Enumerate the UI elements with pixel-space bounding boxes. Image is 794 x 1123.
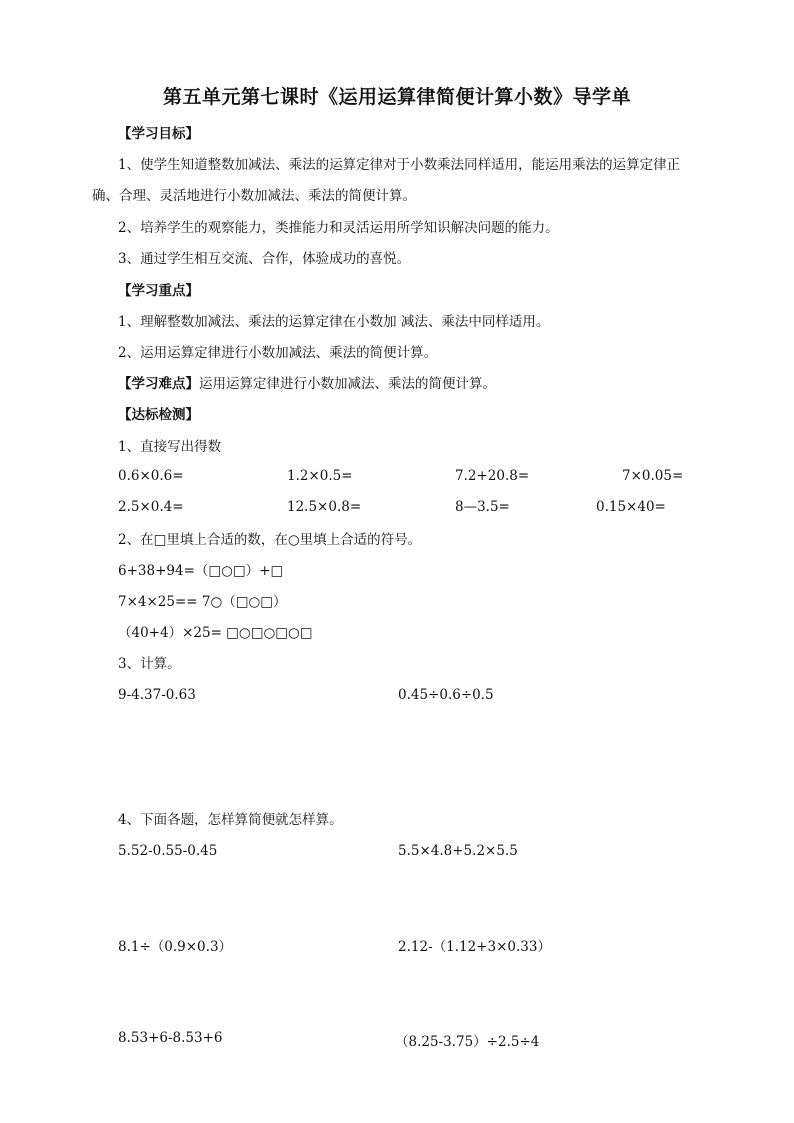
q2-label: 2、在□里填上合适的数，在○里填上合适的符号。 [118,532,422,548]
goal-item-1: 1、使学生知道整数加减法、乘法的运算定律对于小数乘法同样适用，能运用乘法的运算定律正确、合理、灵活地进行小数加减法、乘法的简便计算。 [92,157,681,204]
goal-item-2: 2、培养学生的观察能力，类推能力和灵活运用所学知识解决问题的能力。 [118,220,559,236]
q1-item: 12.5×0.8= [287,499,362,515]
q2-line-3: （40+4）×25= □○□○□○□ [118,625,313,641]
q1-item: 8—3.5= [455,499,510,515]
goal-item-3: 3、通过学生相互交流、合作，体验成功的喜悦。 [118,251,411,267]
difficulty-heading: 【学习难点】 [118,376,199,392]
q1-item: 1.2×0.5= [287,468,353,484]
q1-label: 1、直接写出得数 [118,439,222,455]
goals-heading: 【学习目标】 [118,126,199,142]
q1-item: 0.15×40= [596,499,666,515]
q4-item: 8.53+6-8.53+6 [118,1030,223,1046]
q3-item: 9-4.37-0.63 [118,687,196,703]
q3-item: 0.45÷0.6÷0.5 [398,687,494,703]
key-points-heading: 【学习重点】 [118,283,199,299]
difficulty-text: 运用运算定律进行小数加减法、乘法的简便计算。 [199,376,496,392]
q1-item: 7×0.05= [622,468,684,484]
q1-item: 2.5×0.4= [118,499,184,515]
q3-label: 3、计算。 [118,656,181,672]
q1-item: 7.2+20.8= [455,468,530,484]
q2-line-1: 6+38+94=（□○□）+□ [118,563,284,579]
check-heading: 【达标检测】 [118,407,199,423]
q4-item: 2.12-（1.12+3×0.33） [398,939,551,955]
q4-item: （8.25-3.75）÷2.5÷4 [395,1034,540,1050]
key-point-item-1: 1、理解整数加减法、乘法的运算定律在小数加 减法、乘法中同样适用。 [118,314,550,330]
q4-item: 8.1÷（0.9×0.3） [118,939,233,955]
q2-line-2: 7×4×25== 7○（□○□） [118,594,287,610]
page-title: 第五单元第七课时《运用运算律简便计算小数》导学单 [162,86,631,108]
q4-item: 5.5×4.8+5.2×5.5 [398,843,518,859]
key-point-item-2: 2、运用运算定律进行小数加减法、乘法的简便计算。 [118,345,438,361]
q1-item: 0.6×0.6= [118,468,184,484]
q4-item: 5.52-0.55-0.45 [118,843,218,859]
difficulty-line [118,374,496,394]
q4-label: 4、下面各题，怎样算简便就怎样算。 [118,812,343,828]
